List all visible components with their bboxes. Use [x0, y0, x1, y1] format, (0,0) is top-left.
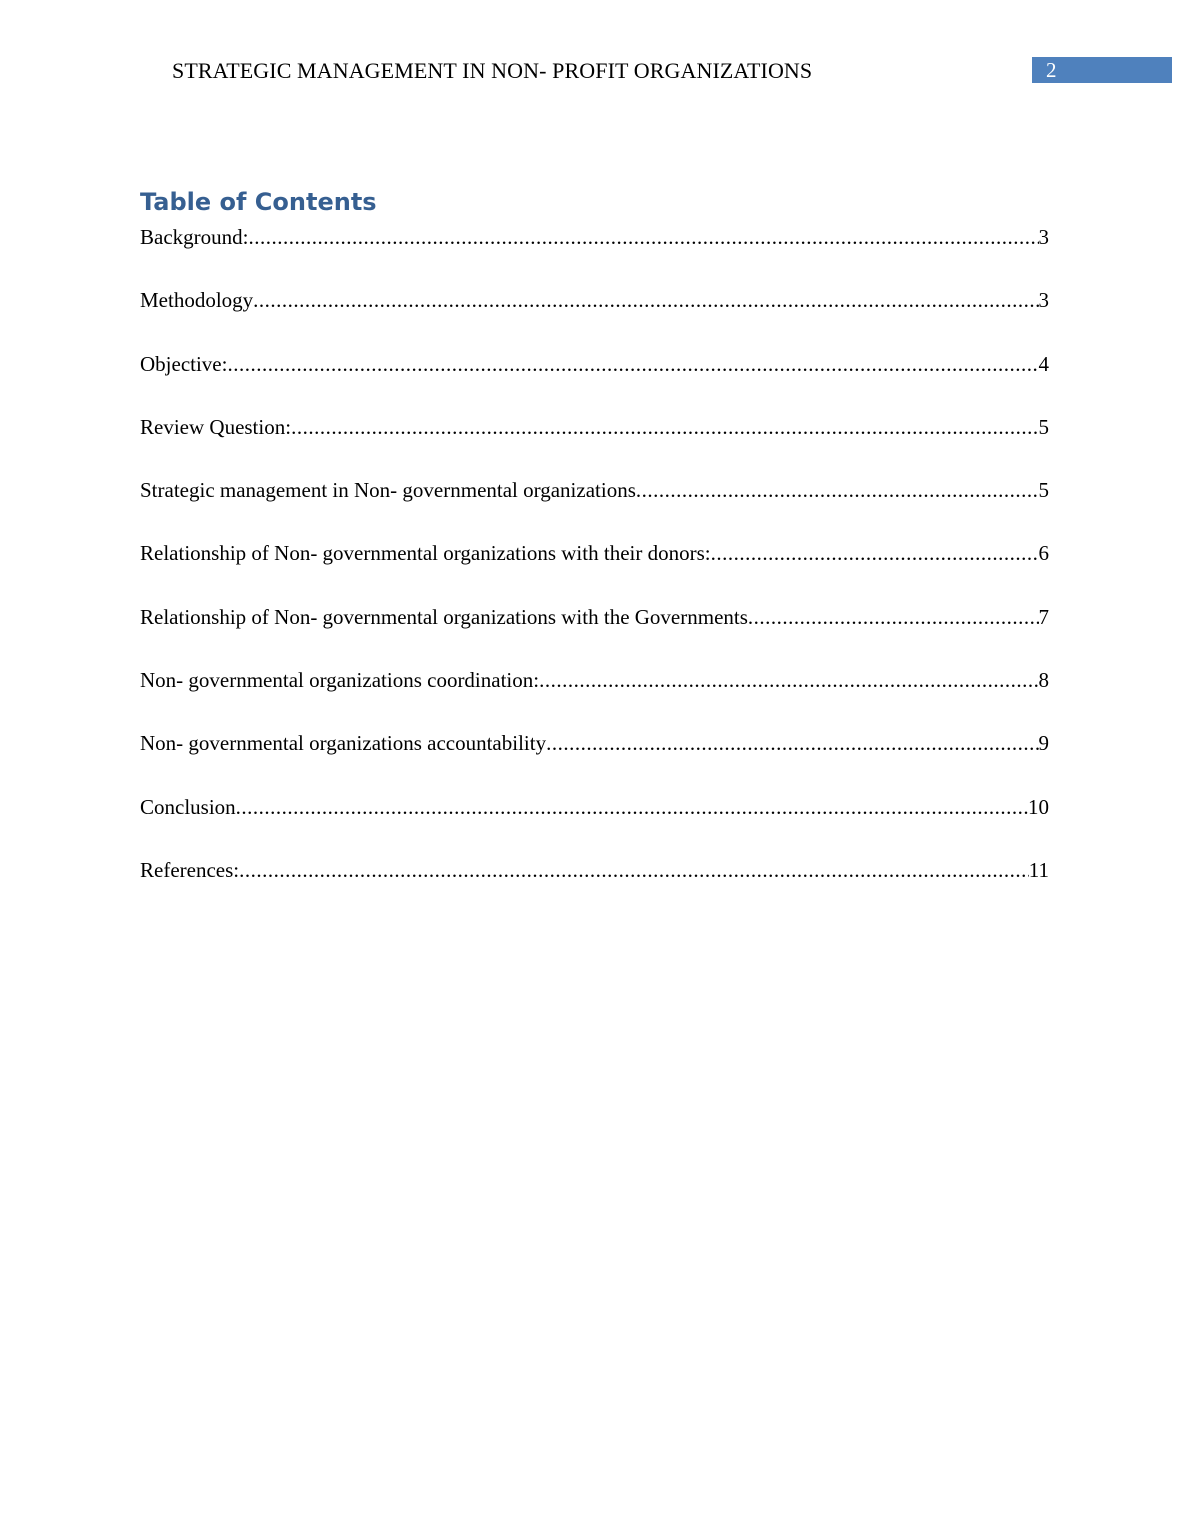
toc-entry-page: 11 — [1028, 857, 1049, 882]
toc-entry-label: Objective: — [140, 351, 228, 376]
running-header-title: STRATEGIC MANAGEMENT IN NON- PROFIT ORGANIZATIONS — [172, 58, 813, 83]
toc-dot-leader — [636, 475, 1039, 506]
toc-entry-label: Non- governmental organizations coordination: — [140, 668, 540, 693]
toc-entry-label: Non- governmental organizations accountability — [140, 731, 547, 756]
toc-entry-page: 9 — [1038, 731, 1049, 756]
toc-entry-page: 6 — [1038, 541, 1049, 566]
toc-entry-methodology[interactable] — [140, 285, 1049, 316]
toc-dot-leader — [539, 665, 1038, 696]
toc-entry-label: Methodology — [140, 288, 254, 313]
toc-entry-references[interactable] — [140, 855, 1049, 886]
toc-dot-leader — [748, 602, 1039, 633]
toc-entry-donor-relationship[interactable] — [140, 538, 1049, 569]
toc-entry-page: 3 — [1038, 288, 1049, 313]
toc-entry-page: 3 — [1038, 225, 1049, 249]
toc-entry-label: Relationship of Non- governmental organizations with their donors: — [140, 541, 711, 566]
toc-entry-page: 5 — [1038, 478, 1049, 503]
page-number-badge: 2 — [1032, 57, 1172, 83]
toc-entry-review-question[interactable] — [140, 412, 1049, 443]
toc-entry-label: Conclusion — [140, 794, 236, 819]
toc-dot-leader — [711, 538, 1039, 569]
toc-entry-label: Strategic management in Non- governmental organizations — [140, 478, 636, 503]
toc-dot-leader — [546, 728, 1038, 759]
toc-list — [140, 222, 1049, 918]
toc-entry-government-relationship[interactable] — [140, 602, 1049, 633]
toc-entry-label: References: — [140, 857, 240, 882]
toc-dot-leader — [291, 412, 1038, 443]
toc-entry-page: 4 — [1038, 351, 1049, 376]
toc-entry-page: 10 — [1028, 794, 1049, 819]
toc-dot-leader — [236, 792, 1028, 823]
toc-dot-leader — [227, 349, 1038, 380]
toc-heading: Table of Contents — [140, 188, 377, 216]
toc-entry-page: 5 — [1038, 414, 1049, 439]
toc-entry-label: Relationship of Non- governmental organizations with the Governments — [140, 604, 748, 629]
toc-dot-leader — [248, 222, 1038, 253]
toc-entry-label: Review Question: — [140, 414, 292, 439]
toc-entry-page: 8 — [1038, 668, 1049, 693]
toc-entry-label: Background: — [140, 225, 249, 249]
toc-dot-leader — [239, 855, 1029, 886]
toc-dot-leader — [253, 285, 1038, 316]
toc-entry-strategic-management[interactable] — [140, 475, 1049, 506]
toc-entry-page: 7 — [1038, 604, 1049, 629]
toc-entry-conclusion[interactable] — [140, 792, 1049, 823]
toc-entry-background[interactable] — [140, 222, 1049, 253]
toc-entry-objective[interactable] — [140, 349, 1049, 380]
toc-entry-accountability[interactable] — [140, 728, 1049, 759]
toc-entry-coordination[interactable] — [140, 665, 1049, 696]
